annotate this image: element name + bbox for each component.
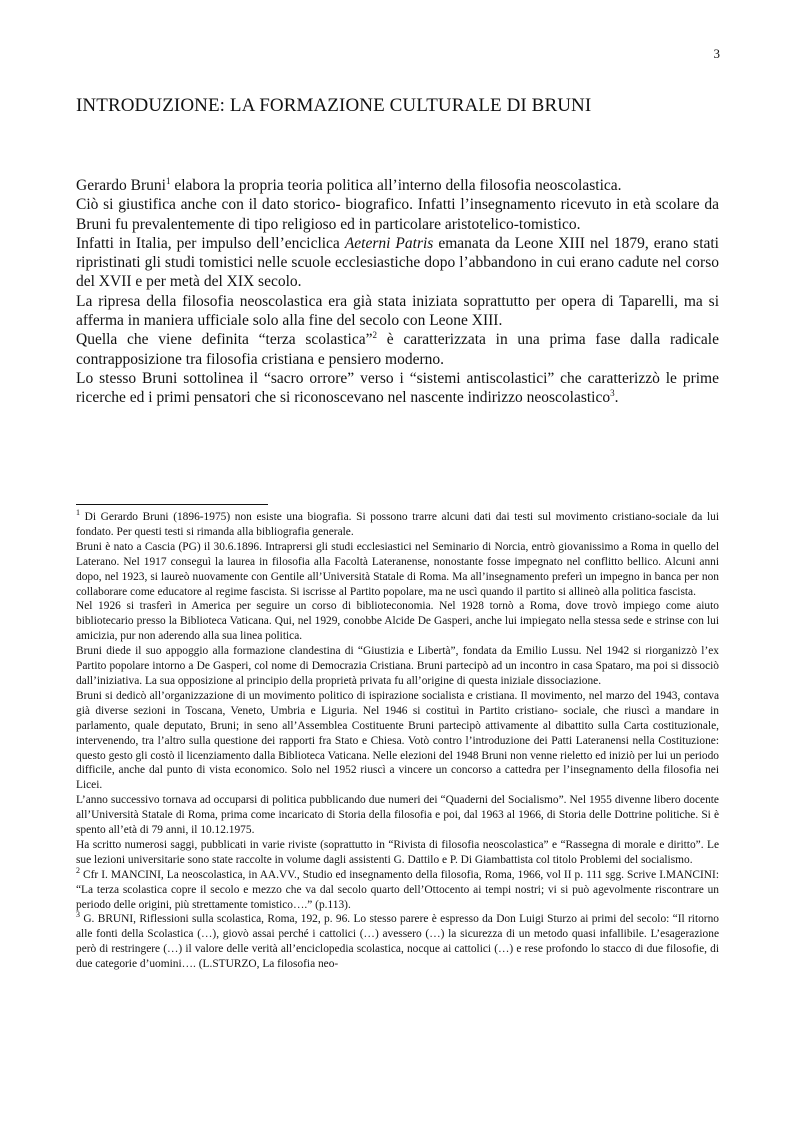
body-text <box>76 176 719 408</box>
footnote-paragraph <box>76 689 719 793</box>
text-run: Bruni diede il suo appoggio alla formazione clandestina di “Giustizia e Libertà”, fondata da Emilio Lussu. Nel 1942 si riorganizzò l’ex Partito popolare intorno a De Gasperi, col nome di Democrazia Cristiana. Bruni partecipò ad un incontro in casa Spataro, ma poi si dissociò dall’iniziativa. La sua opposizione al principio della proprietà privata fu all’origine di questa iniziale dissociazione. <box>76 645 719 687</box>
footnote-paragraph <box>76 793 719 838</box>
footnote-paragraph <box>76 644 719 689</box>
text-run: Lo stesso Bruni sottolinea il “sacro orrore” verso i “sistemi antiscolastici” che caratterizzò le prime ricerche ed i primi pensatori che si riconoscevano nel nascente indirizzo neoscolastico <box>76 369 719 407</box>
footnote-marker: 2 <box>76 865 80 875</box>
body-paragraph <box>76 176 719 195</box>
text-run: Gerardo Bruni <box>76 177 166 194</box>
text-run: Nel 1926 si trasferì in America per seguire un corso di biblioteconomia. Nel 1928 tornò a Roma, dove trovò impiego come aiuto bibliotecario presso la Biblioteca Vaticana. Qui, nel 1929, conobbe Alcide De Gasperi, anche lui impiegato nella stessa sede e strinse con lui amicizia, pur non aderendo alla sua linea politica. <box>76 600 719 643</box>
body-paragraph <box>76 330 719 369</box>
footnotes <box>76 510 719 972</box>
text-run: La ripresa della filosofia neoscolastica era già stata iniziata soprattutto per opera di Taparelli, ma si afferma in maniera ufficiale solo alla fine del secolo con Leone XIII. <box>76 292 719 330</box>
text-run: Cfr I. MANCINI, La neoscolastica, in AA.VV., Studio ed insegnamento della filosofia, Roma, 1966, vol II p. 111 sgg. Scrive I.MANCINI: “La terza scolastica copre il secolo e mezzo che va dal secolo quarto dell’Ottocento ai tempi nostri; vi si può agevolmente riscontrare un periodo delle origini, più strettamente tomistico….” (p.113). <box>76 868 719 911</box>
footnote-paragraph <box>76 510 719 540</box>
body-paragraph <box>76 292 719 331</box>
text-run: Ha scritto numerosi saggi, pubblicati in varie riviste (soprattutto in “Rivista di filosofia neoscolastica” e “Rassegna di morale e diritto”. Le sue lezioni universitarie sono state raccolte in volume dagli assistenti G. Dattilo e P. Di Giambattista col titolo Problemi del socialismo. <box>76 838 719 866</box>
footnote-marker: 3 <box>76 910 80 920</box>
text-run: L’anno successivo tornava ad occuparsi di politica pubblicando due numeri dei “Quaderni del Socialismo”. Nel 1955 divenne libero docente all’Università Statale di Roma, prima come incaricato di Storia della filosofia e poi, dal 1963 al 1966, di Storia delle Dottrine politiche. Si è spento all’età di 79 anni, il 10.12.1975. <box>76 794 719 837</box>
text-run: elabora la propria teoria politica all’interno della filosofia neoscolastica. <box>170 177 622 194</box>
text-run: emanata da Leone XIII nel 1879, erano stati ripristinati gli studi tomistici nelle scuole ecclesiastiche dopo l’abbandono in cui erano cadute nel corso del XVII e per metà del XIX secolo. <box>76 234 719 291</box>
footnote-marker: 1 <box>165 175 171 186</box>
footnote-paragraph <box>76 912 719 972</box>
page-number: 3 <box>713 46 720 61</box>
footnote-marker: 3 <box>610 388 615 399</box>
footnote-marker: 1 <box>76 508 80 518</box>
body-paragraph <box>76 369 719 408</box>
footnote-marker: 2 <box>372 330 377 341</box>
footnote-paragraph <box>76 540 719 600</box>
text-run: Infatti in Italia, per impulso dell’enciclica <box>76 234 345 252</box>
text-run: Bruni si dedicò all’organizzazione di un movimento politico di ispirazione socialista e cristiana. Il movimento, nel marzo del 1943, contava già diverse sezioni in Toscana, Veneto, Umbria e Liguria. Nel 1946 si costituì in Partito cristiano- sociale, che riuscì a mandare in parlamento, quale deputato, Bruni; in seno all’Assemblea Costituente Bruni partecipò attivamente al dibattito sulla Carta costituzionale, intervenendo, tra l’altro sulla questione dei rapporti fra Stato e Chiesa. Votò contro l’introduzione dei Patti Lateranensi nella Costituzione: questo gesto gli costò il licenziamento dalla Biblioteca Vaticana. Nelle elezioni del 1948 Bruni non venne rieletto ed iniziò per lui un periodo difficile, anche dal punto di vista economico. Solo nel 1952 riuscì a vincere un concorso a cattedra per l’insegnamento della filosofia nei Licei. <box>76 689 719 792</box>
italic-text: Aeterni Patris <box>344 234 434 252</box>
text-run: G. BRUNI, Riflessioni sulla scolastica, Roma, 192, p. 96. Lo stesso parere è espresso da Don Luigi Sturzo ai primi del secolo: “Il ritorno alle fonti della Scolastica (…), giovò assai perché i cattolici (…) avessero (…) la sicurezza di un metodo quasi infallibile. L’esagerazione però di restringere (…) il valore delle verità all’enciclopedia scolastica, nocque ai cattolici (…) e rese profondo lo stacco di due filosofie, di due categorie d’uomini…. (L.STURZO, La filosofia neo- <box>76 913 719 971</box>
text-run: Ciò si giustifica anche con il dato storico- biografico. Infatti l’insegnamento ricevuto in età scolare da Bruni fu prevalentemente di tipo religioso ed in particolare aristotelico-tomistico. <box>76 196 719 233</box>
text-run: Bruni è nato a Cascia (PG) il 30.6.1896. Intraprersi gli studi ecclesiastici nel Seminario di Norcia, entrò giovanissimo a Roma in quello del Laterano. Nel 1917 conseguì la laurea in filosofia alla Facoltà Lateranense, nonostante fosse impegnato nel conflitto bellico. Alcuni anni dopo, nel 1923, si laureò nuovamente con Gentile all’Università Statale di Roma. Ma all’insegnamento preferì un impegno in banca per non collaborare come educatore al regime fascista. Si iscrisse al Partito popolare, ma ne uscì quando il partito si allineò alla politica fascista. <box>76 540 719 598</box>
text-run: Quella che viene definita “terza scolastica” <box>76 331 373 349</box>
text-run: è caratterizzata in una prima fase dalla radicale contrapposizione tra filosofia cristiana e pensiero moderno. <box>76 331 719 368</box>
footnote-paragraph <box>76 865 719 913</box>
text-run: Di Gerardo Bruni (1896-1975) non esiste una biografia. Si possono trarre alcuni dati dai testi sul movimento cristiano-sociale da lui fondato. Per questi testi si rimanda alla bibliografia generale. <box>76 511 719 538</box>
chapter-title: INTRODUZIONE: LA FORMAZIONE CULTURALE DI BRUNI <box>76 95 592 116</box>
footnote-paragraph <box>76 838 719 868</box>
body-paragraph <box>76 195 719 234</box>
body-paragraph <box>76 234 719 292</box>
text-run: . <box>614 389 619 407</box>
footnote-paragraph <box>76 599 719 644</box>
footnote-separator <box>76 504 268 505</box>
